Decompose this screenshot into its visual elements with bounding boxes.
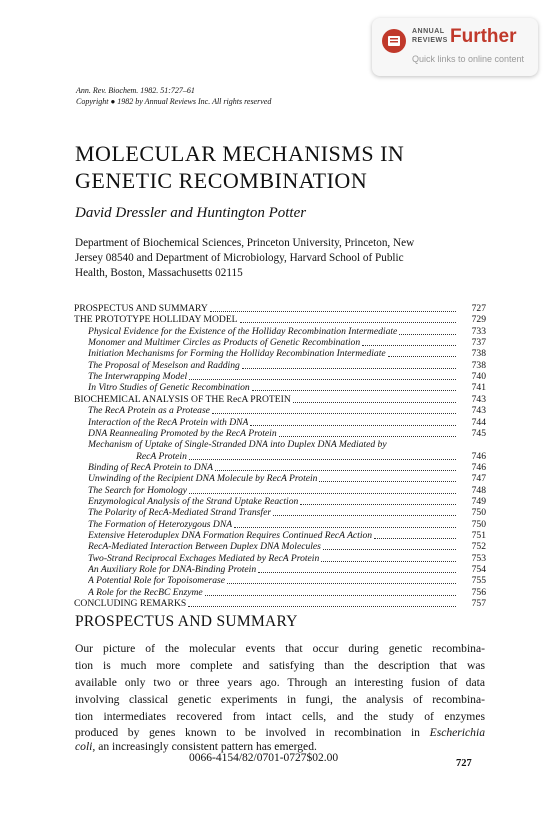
further-badge[interactable]	[372, 18, 538, 76]
toc-entry-page: 747	[471, 473, 486, 485]
toc-entry-label: The Polarity of RecA-Mediated Strand Transfer	[88, 507, 272, 519]
toc-entry-page: 727	[471, 303, 486, 314]
toc-entry-page: 751	[471, 530, 486, 541]
toc-dot-leader	[227, 572, 456, 584]
paragraph-line: Our picture of the molecular events that occur during genetic recombina-	[75, 642, 485, 655]
paragraph-line	[75, 726, 485, 739]
toc-entry-page: 753	[471, 552, 486, 564]
toc-entry-page: 748	[471, 484, 486, 496]
toc-entry-label: RecA-Mediated Interaction Between Duplex DNA Molecules	[88, 541, 321, 553]
toc-entry-page: 755	[471, 575, 486, 587]
toc-entry-label: BIOCHEMICAL ANALYSIS OF THE RecA PROTEIN	[74, 393, 291, 405]
toc-entry-label: Initiation Mechanisms for Forming the Holliday Recombination Intermediate	[88, 348, 386, 360]
toc-entry-page: 741	[471, 382, 486, 394]
toc-dot-leader	[188, 595, 456, 607]
badge-title[interactable]: Further	[450, 26, 517, 47]
affiliation-line: Jersey 08540 and Department of Microbiology, Harvard School of Public	[75, 252, 404, 264]
toc-entry-page: 740	[471, 371, 486, 383]
issn-code: 0066-4154/82/0701-0727$02.00	[189, 752, 339, 764]
toc-entry-label: THE PROTOTYPE HOLLIDAY MODEL	[74, 314, 238, 326]
toc-entry-page: 729	[471, 314, 486, 326]
toc-entry-label: Unwinding of the Recipient DNA Molecule by RecA Protein	[88, 473, 318, 485]
toc-dot-leader	[234, 516, 456, 528]
species-name: coli,	[75, 740, 96, 753]
paragraph-line: tion is much more complete and satisfying than the description that was	[75, 659, 485, 672]
toc-entry-label: RecA Protein	[136, 450, 187, 462]
toc-entry-page: 749	[471, 495, 486, 507]
toc-entry-label: Mechanism of Uptake of Single-Stranded DNA into Duplex DNA Mediated by	[88, 439, 387, 451]
toc-dot-leader	[210, 300, 456, 312]
toc-entry-label: In Vitro Studies of Genetic Recombination	[88, 382, 250, 394]
toc-entry-page: 743	[471, 405, 486, 417]
page-number: 727	[456, 758, 472, 769]
toc-dot-leader	[279, 425, 456, 437]
toc-entry-label: The Formation of Heterozygous DNA	[88, 518, 233, 530]
affiliation-line: Health, Boston, Massachusetts 02115	[75, 267, 243, 279]
toc-dot-leader	[205, 584, 456, 596]
toc-dot-leader	[250, 414, 456, 426]
toc-entry-page: 754	[471, 564, 486, 576]
toc-entry-label: Binding of RecA Protein to DNA	[88, 461, 213, 473]
toc-entry-label: The Proposal of Meselson and Radding	[88, 359, 240, 371]
toc-dot-leader	[252, 379, 456, 391]
toc-dot-leader	[323, 538, 456, 550]
toc-entry-label: Physical Evidence for the Existence of the Holliday Recombination Intermediate	[88, 325, 398, 337]
article-title-line1: MOLECULAR MECHANISMS IN	[75, 141, 405, 166]
toc-dot-leader	[399, 323, 456, 335]
toc-dot-leader	[258, 561, 456, 573]
toc-entry-page: 737	[471, 337, 486, 349]
toc-entry-label: CONCLUDING REMARKS	[74, 598, 187, 610]
badge-publisher-line2: REVIEWS	[412, 37, 448, 44]
toc-entry-label: A Role for the RecBC Enzyme	[88, 586, 203, 598]
toc-entry[interactable]	[74, 428, 486, 439]
affiliation-line: Department of Biochemical Sciences, Princeton University, Princeton, New	[75, 237, 415, 249]
toc-entry-label: Enzymological Analysis of the Strand Uptake Reaction	[88, 495, 299, 507]
paragraph-line: available only two or three years ago. Through an interesting fusion of data	[75, 676, 485, 689]
toc-dot-leader	[273, 504, 456, 516]
toc-entry-page: 738	[471, 359, 486, 371]
paragraph-line: involving classical genetic experiments in fungi, the analysis of recombina-	[75, 693, 485, 706]
toc-entry-label: The RecA Protein as a Protease	[88, 405, 210, 417]
toc-entry-label: Extensive Heteroduplex DNA Formation Requires Continued RecA Action	[88, 530, 373, 541]
toc-entry-page: 756	[471, 586, 486, 598]
toc-entry[interactable]	[74, 598, 486, 609]
toc-dot-leader	[189, 368, 456, 380]
paragraph-line-text: coli, an increasingly consistent pattern has emerged.	[75, 740, 317, 753]
toc-dot-leader	[242, 357, 456, 369]
toc-dot-leader	[362, 334, 456, 346]
toc-entry-page: 744	[471, 416, 486, 428]
toc-entry-label: DNA Reannealing Promoted by the RecA Protein	[88, 427, 277, 439]
badge-publisher-line1: ANNUAL	[412, 28, 445, 35]
further-logo-icon	[381, 28, 407, 54]
toc-entry-label: A Potential Role for Topoisomerase	[88, 575, 225, 587]
toc-entry-page: 745	[471, 427, 486, 439]
toc-entry-page: 750	[471, 518, 486, 530]
toc-entry-page: 733	[471, 325, 486, 337]
toc-dot-leader	[215, 459, 456, 471]
toc-entry-label: An Auxiliary Role for DNA-Binding Protein	[88, 564, 257, 576]
toc-dot-leader	[374, 527, 456, 539]
toc-entry-page: 752	[471, 541, 486, 553]
toc-entry-label: Monomer and Multimer Circles as Products of Genetic Recombination	[88, 337, 361, 349]
toc-entry-page: 738	[471, 348, 486, 360]
badge-subtitle[interactable]: Quick links to online content	[412, 54, 525, 64]
toc-dot-leader	[189, 482, 456, 494]
toc-dot-leader	[300, 493, 456, 505]
toc-dot-leader	[293, 391, 456, 403]
toc-dot-leader	[240, 311, 456, 323]
toc-dot-leader	[321, 550, 456, 562]
toc-entry-label: PROSPECTUS AND SUMMARY	[74, 303, 208, 314]
toc-entry-page: 743	[471, 393, 486, 405]
toc-dot-leader	[319, 470, 456, 482]
article-title-line2: GENETIC RECOMBINATION	[75, 168, 368, 193]
section-heading: PROSPECTUS AND SUMMARY	[75, 613, 298, 630]
authors: David Dressler and Huntington Potter	[75, 205, 307, 221]
toc-entry-page: 757	[471, 598, 486, 610]
paragraph-line-text: produced by genes known to be involved in recombination in Escherichia	[75, 726, 485, 739]
toc-entry-page: 750	[471, 507, 486, 519]
toc-entry-label: Two-Strand Reciprocal Exchages Mediated by RecA Protein	[88, 552, 320, 564]
citation: Ann. Rev. Biochem. 1982. 51:727–61	[76, 86, 195, 95]
paragraph-line: tion intermediates recovered from intact cells, and the study of enzymes	[75, 710, 485, 723]
toc-dot-leader	[189, 448, 456, 460]
toc-entry-page: 746	[471, 450, 486, 462]
toc-entry-label: The Search for Homology	[88, 484, 188, 496]
toc-dot-leader	[212, 402, 456, 414]
toc-dot-leader	[388, 345, 456, 357]
toc-entry-label: Interaction of the RecA Protein with DNA	[88, 416, 249, 428]
toc-entry-page: 746	[471, 461, 486, 473]
toc-entry-label: The Interwrapping Model	[88, 371, 188, 383]
copyright: Copyright ● 1982 by Annual Reviews Inc. All rights reserved	[76, 97, 272, 106]
species-name: Escherichia	[429, 726, 485, 739]
